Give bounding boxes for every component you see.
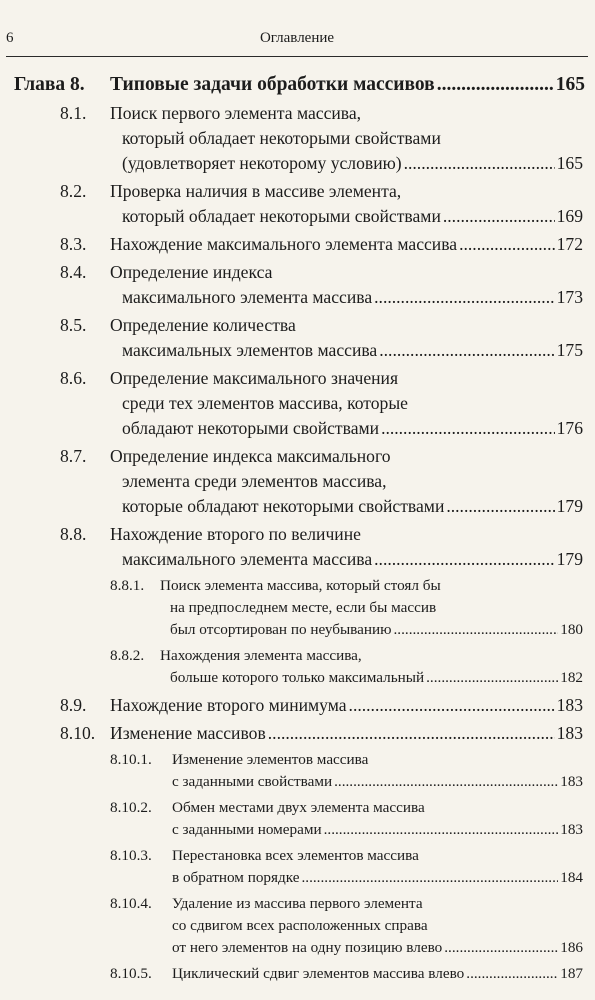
toc-entry-number: 8.10.3.	[110, 847, 152, 864]
header-rule	[6, 56, 588, 57]
toc-entry-page: 179	[556, 549, 583, 569]
toc-entry[interactable]	[0, 749, 595, 793]
toc-entry[interactable]	[0, 313, 595, 363]
toc-entry-title-line: (удовлетворяет некоторому условию)	[122, 153, 402, 173]
toc-entry-page: 184	[560, 869, 583, 886]
toc-entry-number: 8.10.1.	[110, 751, 152, 768]
toc-entry-title-line: Нахождение максимального элемента массива	[110, 234, 458, 254]
toc-entry-page: 183	[560, 821, 583, 838]
toc-entry-title-line: Проверка наличия в массиве элемента,	[110, 181, 402, 201]
toc-entry-page: 169	[556, 206, 583, 226]
toc-entry-title-line: Изменение элементов массива	[172, 751, 369, 768]
toc-entry-number: 8.7.	[60, 446, 87, 466]
toc-entry-title	[110, 693, 583, 718]
toc-entry-page: 173	[556, 287, 583, 307]
toc-entry-title-line: который обладает некоторыми свойствами	[122, 128, 441, 148]
toc-entry[interactable]	[0, 645, 595, 689]
toc-entry-number: 8.3.	[60, 234, 87, 254]
dot-leader	[374, 547, 554, 572]
toc-entry-title	[172, 845, 583, 889]
dot-leader	[381, 416, 555, 441]
toc-entry-title	[110, 260, 583, 310]
toc-entry[interactable]	[0, 893, 595, 959]
toc-entry[interactable]	[0, 72, 595, 98]
toc-entry-title-line: максимальных элементов массива	[122, 340, 378, 360]
toc-entry-number: 8.10.	[60, 723, 96, 743]
dot-leader	[374, 285, 554, 310]
toc-entry-title	[172, 749, 583, 793]
dot-leader	[334, 771, 558, 793]
toc-entry-page: 186	[560, 939, 583, 956]
toc-entry-number: 8.8.	[60, 524, 87, 544]
toc-entry-page: 187	[560, 965, 583, 982]
toc-entry[interactable]	[0, 260, 595, 310]
toc-entry[interactable]	[0, 693, 595, 718]
toc-entry-number: 8.9.	[60, 695, 87, 715]
table-of-contents	[0, 72, 595, 989]
toc-entry-page: 182	[560, 669, 583, 686]
toc-entry-title-line: Нахождение второго минимума	[110, 695, 347, 715]
toc-entry-title-line: Типовые задачи обработки массивов	[110, 74, 435, 95]
toc-entry-title	[110, 522, 583, 572]
dot-leader	[394, 619, 559, 641]
dot-leader	[437, 72, 554, 98]
toc-entry-title	[172, 893, 583, 959]
toc-entry-title	[172, 963, 583, 985]
toc-entry-page: 179	[556, 496, 583, 516]
dot-leader	[301, 867, 558, 889]
toc-entry-page: 183	[556, 723, 583, 743]
toc-entry-title-line: которые обладают некоторыми свойствами	[122, 496, 445, 516]
toc-entry-title	[172, 797, 583, 841]
toc-entry-title	[110, 444, 583, 519]
toc-entry[interactable]	[0, 721, 595, 746]
toc-entry-number: 8.2.	[60, 181, 87, 201]
toc-entry-page: 165	[555, 74, 585, 95]
toc-entry-page: 183	[560, 773, 583, 790]
toc-entry-title-line: Обмен местами двух элемента массива	[172, 799, 425, 816]
toc-entry-number: 8.10.4.	[110, 895, 152, 912]
toc-entry-title	[160, 575, 583, 641]
toc-entry[interactable]	[0, 575, 595, 641]
toc-entry-page: 175	[556, 340, 583, 360]
toc-entry-title	[110, 232, 583, 257]
toc-entry-title-line: с заданными свойствами	[172, 773, 333, 790]
toc-entry-title	[110, 101, 583, 176]
toc-entry-title	[160, 645, 583, 689]
toc-entry-title-line: обладают некоторыми свойствами	[122, 418, 380, 438]
toc-entry-title-line: Изменение массивов	[110, 723, 266, 743]
toc-entry-page: 176	[556, 418, 583, 438]
toc-entry-title-line: максимального элемента массива	[122, 549, 373, 569]
toc-entry-title-line: максимального элемента массива	[122, 287, 373, 307]
toc-entry-number: 8.1.	[60, 103, 87, 123]
toc-entry-title-line: Определение количества	[110, 315, 296, 335]
toc-entry-title-line: со сдвигом всех расположенных справа	[172, 917, 428, 934]
toc-entry[interactable]	[0, 963, 595, 985]
toc-entry-title	[110, 721, 583, 746]
toc-entry-number: Глава 8.	[14, 74, 85, 95]
dot-leader	[379, 338, 554, 363]
toc-entry[interactable]	[0, 232, 595, 257]
toc-entry-page: 172	[556, 234, 583, 254]
toc-entry-number: 8.10.2.	[110, 799, 152, 816]
toc-entry-title-line: Нахождение второго по величине	[110, 524, 361, 544]
toc-entry-title-line: Определение максимального значения	[110, 368, 399, 388]
dot-leader	[459, 232, 555, 257]
dot-leader	[404, 151, 555, 176]
toc-entry-title	[110, 313, 583, 363]
toc-entry-number: 8.10.5.	[110, 965, 152, 982]
toc-entry-title	[110, 179, 583, 229]
toc-entry[interactable]	[0, 101, 595, 176]
toc-entry-title-line: Поиск первого элемента массива,	[110, 103, 362, 123]
toc-entry-title-line: в обратном порядке	[172, 869, 300, 886]
toc-entry-title-line: больше которого только максимальный	[170, 669, 425, 686]
toc-entry-number: 8.8.2.	[110, 647, 145, 664]
toc-entry-title-line: был отсортирован по неубыванию	[170, 621, 392, 638]
toc-entry-title-line: Перестановка всех элементов массива	[172, 847, 419, 864]
toc-entry-title-line: Определение индекса	[110, 262, 273, 282]
running-title: Оглавление	[259, 30, 335, 46]
toc-entry-title-line: Циклический сдвиг элементов массива влево	[172, 965, 465, 982]
toc-entry-title-line: Удаление из массива первого элемента	[172, 895, 423, 912]
toc-entry[interactable]	[0, 522, 595, 572]
toc-entry-title-line: элемента среди элементов массива,	[122, 471, 387, 491]
toc-entry-title-line: среди тех элементов массива, которые	[122, 393, 408, 413]
toc-entry-title-line: Нахождения элемента массива,	[160, 647, 362, 664]
dot-leader	[444, 937, 558, 959]
toc-entry-number: 8.4.	[60, 262, 87, 282]
toc-entry-number: 8.6.	[60, 368, 87, 388]
toc-entry-title	[110, 366, 583, 441]
toc-entry-title-line: от него элементов на одну позицию влево	[172, 939, 443, 956]
dot-leader	[443, 204, 555, 229]
toc-entry-title-line: Определение индекса максимального	[110, 446, 391, 466]
toc-entry[interactable]	[0, 845, 595, 889]
dot-leader	[466, 963, 558, 985]
toc-entry-page: 165	[556, 153, 583, 173]
page-header	[6, 30, 588, 52]
toc-entry-title-line: который обладает некоторыми свойствами	[122, 206, 441, 226]
toc-entry[interactable]	[0, 797, 595, 841]
toc-entry[interactable]	[0, 444, 595, 519]
page-number: 6	[6, 30, 14, 46]
toc-entry-number: 8.5.	[60, 315, 87, 335]
toc-entry-title	[110, 72, 585, 98]
dot-leader	[268, 721, 555, 746]
toc-entry-title-line: Поиск элемента массива, который стоял бы	[160, 577, 441, 594]
toc-entry-title-line: с заданными номерами	[172, 821, 322, 838]
toc-entry[interactable]	[0, 179, 595, 229]
toc-entry-page: 180	[560, 621, 583, 638]
toc-entry-number: 8.8.1.	[110, 577, 145, 594]
toc-entry-page: 183	[556, 695, 583, 715]
toc-entry[interactable]	[0, 366, 595, 441]
toc-entry-title-line: на предпоследнем месте, если бы массив	[170, 599, 437, 616]
dot-leader	[446, 494, 554, 519]
dot-leader	[426, 667, 558, 689]
dot-leader	[349, 693, 555, 718]
dot-leader	[324, 819, 559, 841]
